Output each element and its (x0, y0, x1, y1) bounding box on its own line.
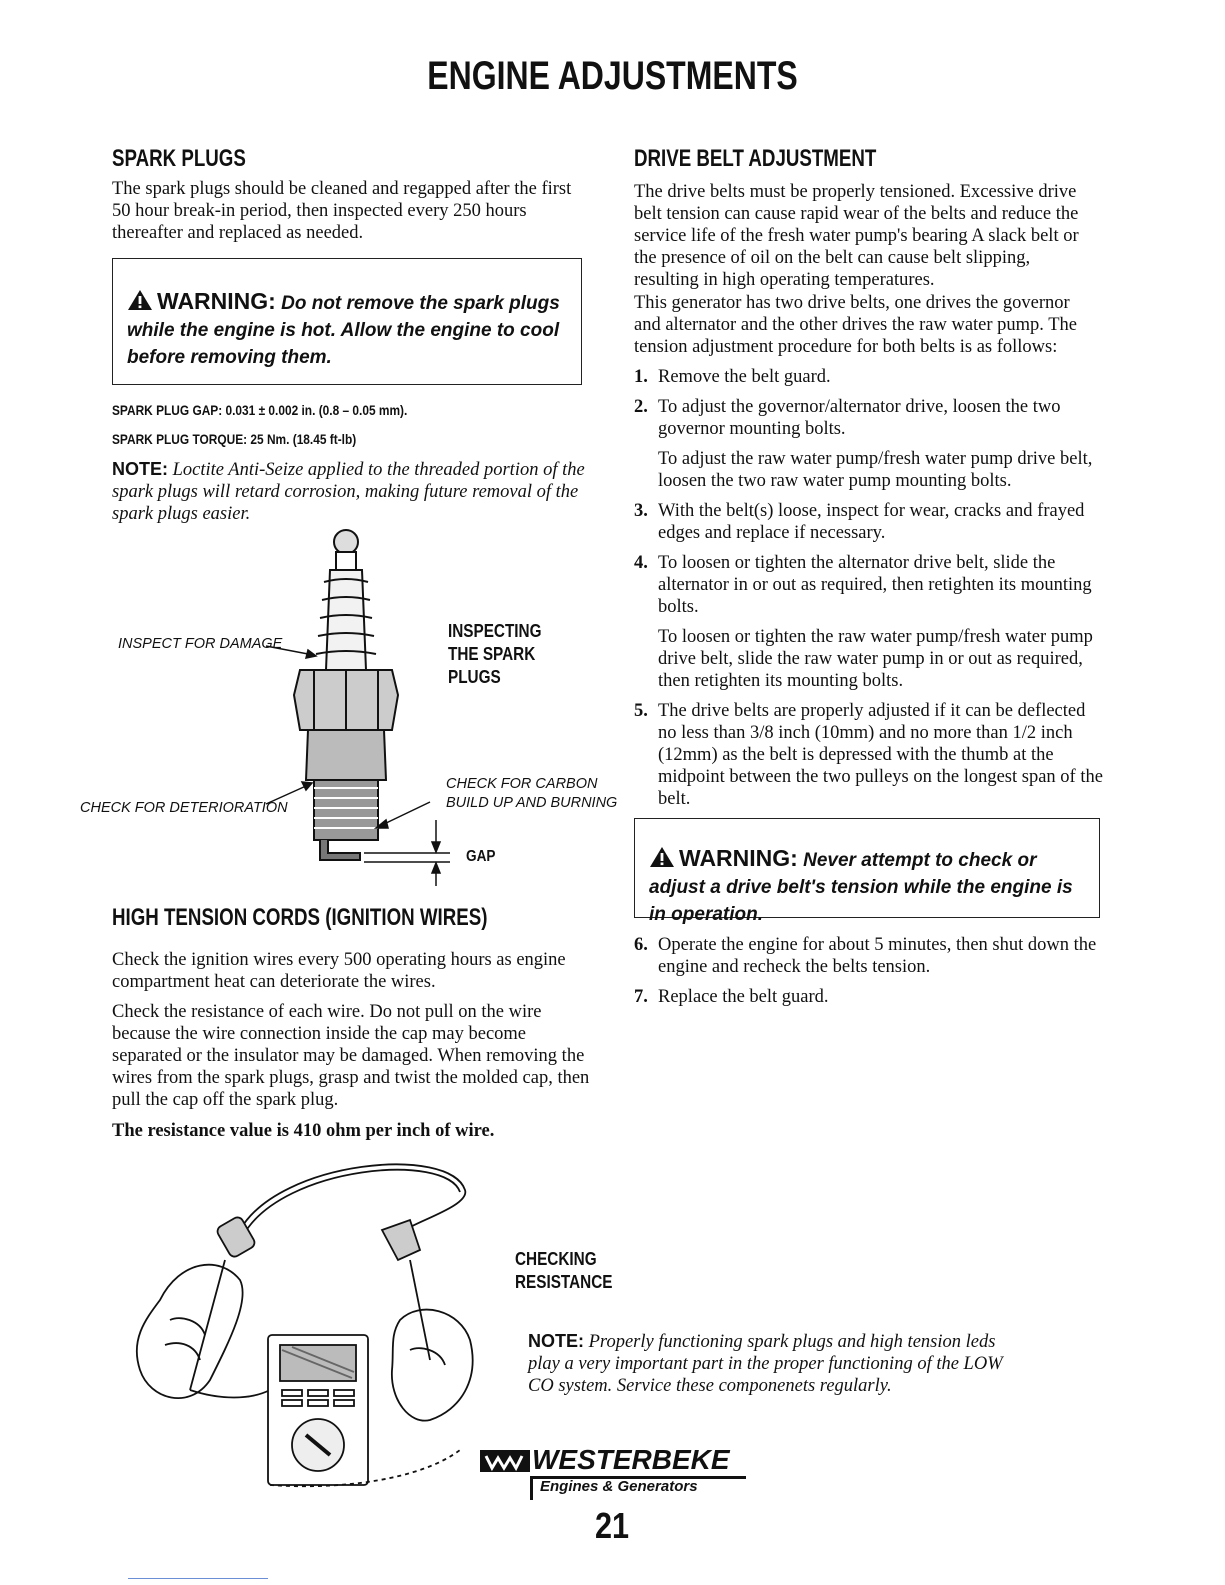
note-text: Loctite Anti-Seize applied to the threaded portion of the spark plugs will retard corrosion, making future removal of the spark plugs easier. (112, 460, 585, 524)
page-title: ENGINE ADJUSTMENTS (427, 54, 798, 98)
step-1: 1. Remove the belt guard. (634, 367, 831, 387)
step-2-sub: To adjust the raw water pump/fresh water pump drive belt, loosen the two raw water pump mounting bolts. (658, 449, 1093, 491)
drive-belt-heading: DRIVE BELT ADJUSTMENT (634, 145, 877, 172)
spark-torque-spec: SPARK PLUG TORQUE: 25 Nm. (18.45 ft-lb) (112, 431, 357, 447)
spark-warning-box (112, 258, 582, 385)
spark-plug-illustration (70, 520, 630, 900)
resistance-value: The resistance value is 410 ohm per inch of wire. (112, 1121, 495, 1141)
callout-check-carbon-1: CHECK FOR CARBON (446, 776, 598, 792)
callout-gap: GAP (466, 848, 496, 865)
drive-warning-box (634, 818, 1100, 925)
spark-note (112, 458, 590, 525)
high-tension-p2: Check the resistance of each wire. Do not pull on the wire because the wire connection inside the cap may become separated or the insulator may be damaged. When removing the wires from the spark plugs, grasp and twist the molded cap, then pull the cap off the spark plug. (112, 1002, 590, 1110)
figure-caption-inspecting: INSPECTING THE SPARK PLUGS (448, 621, 542, 687)
callout-check-deterioration: CHECK FOR DETERIORATION (80, 800, 288, 816)
spark-plugs-intro: The spark plugs should be cleaned and regapped after the first 50 hour break-in period, then inspected every 250 hours thereafter and replaced as needed. (112, 179, 572, 243)
bottom-rule (128, 1578, 268, 1579)
westerbeke-logo (478, 1446, 738, 1502)
resistance-test-illustration (120, 1150, 520, 1490)
callout-inspect-damage: INSPECT FOR DAMAGE (118, 636, 283, 652)
note-label: NOTE: (112, 459, 168, 479)
note-text: Properly functioning spark plugs and high tension leds play a very important part in the proper functioning of the LOW CO system. Service these componenets regularly. (528, 1332, 1003, 1396)
drive-belt-p1: The drive belts must be properly tensioned. Excessive drive belt tension can cause rapid wear of the belts and reduce the service life of the fresh water pump's bearing A slack belt or the presence of oil on the belt can cause belt slipping, resulting in high operating temperatures. (634, 182, 1079, 290)
westerbeke-w-icon (478, 1448, 534, 1478)
drive-belt-steps-after (634, 934, 1104, 1008)
high-tension-heading: HIGH TENSION CORDS (IGNITION WIRES) (112, 904, 488, 931)
step-4-sub: To loosen or tighten the raw water pump/fresh water pump drive belt, slide the raw water pump in or out as required, then retighten its mounting bolts. (658, 627, 1093, 691)
drive-warning-text: WARNING: Never attempt to check or adjust a drive belt's tension while the engine is in operation. (649, 845, 1073, 925)
step-4: 4. To loosen or tighten the alternator drive belt, slide the alternator in or out as required, then retighten its mounting bolts. (634, 553, 1092, 617)
warning-triangle-icon (649, 846, 675, 868)
low-co-note (528, 1330, 1028, 1397)
logo-bar (530, 1476, 533, 1500)
brand-name: WESTERBEKE (532, 1444, 746, 1479)
brand-tagline: Engines & Generators (540, 1478, 698, 1495)
warning-triangle-icon (127, 289, 153, 311)
step-2: 2. To adjust the governor/alternator drive, loosen the two governor mounting bolts. (634, 397, 1061, 439)
step-7: 7. Replace the belt guard. (634, 987, 829, 1007)
callout-check-carbon-2: BUILD UP AND BURNING (446, 795, 618, 811)
drive-belt-steps (634, 366, 1104, 810)
drive-belt-p2: This generator has two drive belts, one drives the governor and alternator and the other drives the raw water pump. The tension adjustment procedure for both belts is as follows: (634, 293, 1077, 357)
spark-gap-spec: SPARK PLUG GAP: 0.031 ± 0.002 in. (0.8 – 0.05 mm). (112, 402, 408, 418)
figure-caption-checking: CHECKING RESISTANCE (515, 1249, 613, 1292)
step-5: 5. The drive belts are properly adjusted if it can be deflected no less than 3/8 inch (10mm) and no more than 1/2 inch (12mm) as the belt is depressed with the thumb at the midpoint between the two pulleys on the longest span of the belt. (634, 701, 1103, 809)
step-3: 3. With the belt(s) loose, inspect for wear, cracks and frayed edges and replace if necessary. (634, 501, 1085, 543)
step-6: 6. Operate the engine for about 5 minutes, then shut down the engine and recheck the belts tension. (634, 935, 1097, 977)
note-label: NOTE: (528, 1331, 584, 1351)
spark-warning-text: WARNING: Do not remove the spark plugs while the engine is hot. Allow the engine to cool before removing them. (127, 288, 560, 368)
high-tension-p1: Check the ignition wires every 500 operating hours as engine compartment heat can deteriorate the wires. (112, 950, 566, 992)
spark-plugs-heading: SPARK PLUGS (112, 145, 246, 172)
page-number: 21 (595, 1505, 630, 1546)
